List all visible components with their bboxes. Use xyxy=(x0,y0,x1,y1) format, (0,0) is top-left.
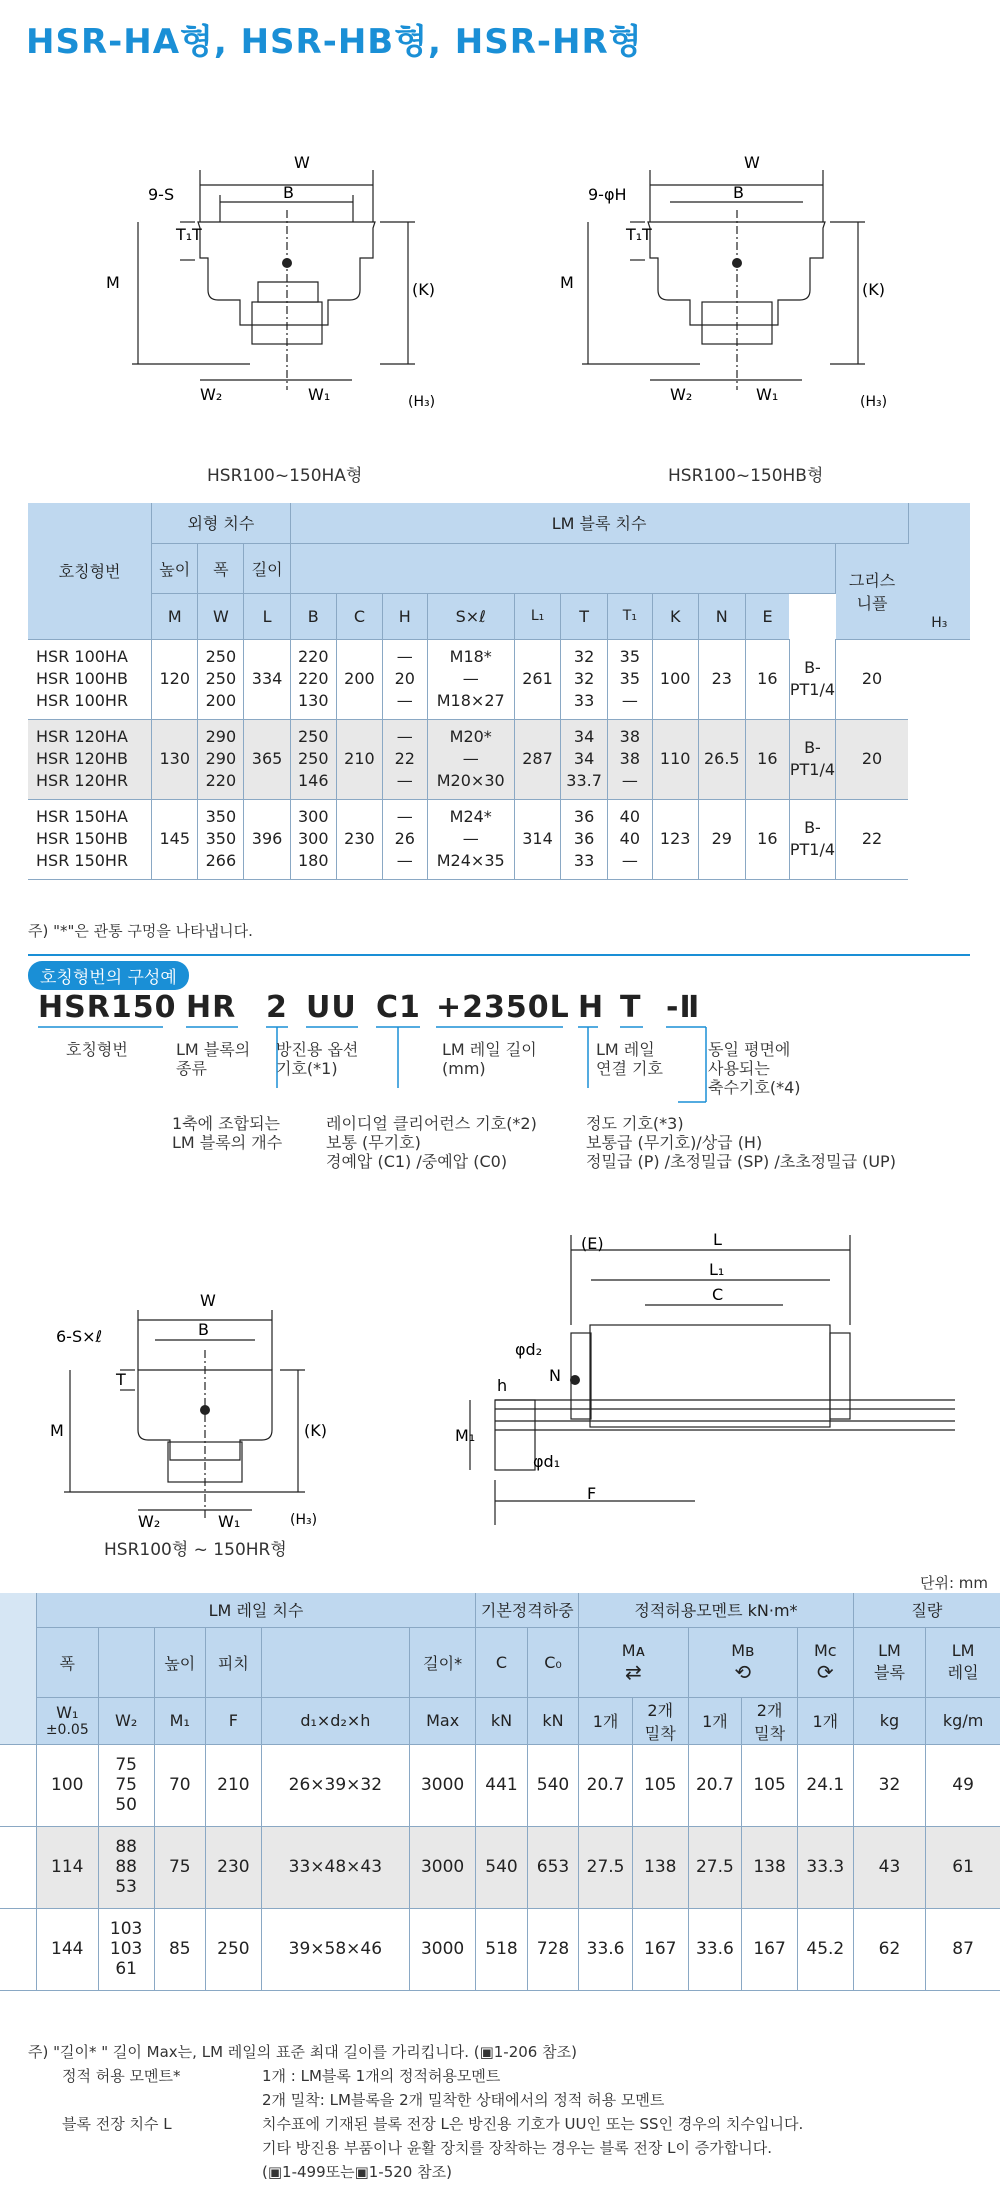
th-kgm: kg/m xyxy=(926,1697,1000,1744)
svg-text:φd₂: φd₂ xyxy=(515,1340,543,1359)
th-pitch: 피치 xyxy=(206,1627,262,1697)
th-width: 폭 xyxy=(36,1627,98,1697)
th-grease: 그리스 니플 xyxy=(836,543,909,639)
th-H: H xyxy=(383,593,428,639)
svg-text:T₁: T₁ xyxy=(626,225,643,244)
th-MA: Mᴀ ⇄ xyxy=(579,1627,688,1697)
th-basic: 기본정격하중 xyxy=(476,1593,579,1627)
th-dims: d₁×d₂×h xyxy=(261,1697,409,1744)
svg-text:(H₃): (H₃) xyxy=(408,394,436,410)
th-MC: Mᴄ ⟳ xyxy=(797,1627,853,1697)
th-MA-two: 2개 밀착 xyxy=(632,1697,688,1744)
table-row: HSR 120HA HSR 120HB HSR 120HR 130 290 290 220 365 250 250 146 210 — 22 — M20* — M20×30 287 34 34 33.7 38 38 — 110 26.5 16 B-PT1/4 20 xyxy=(28,719,970,799)
svg-text:(H₃): (H₃) xyxy=(290,1512,318,1528)
ha-drawing xyxy=(90,140,460,410)
th-model: 호칭형번 xyxy=(28,503,152,639)
th-E: E xyxy=(745,593,789,639)
svg-text:M: M xyxy=(106,273,120,292)
label-count: 1축에 조합되는 LM 블록의 개수 xyxy=(172,1114,283,1152)
th-lmrail: LM 레일 xyxy=(926,1627,1000,1697)
th-MB-two: 2개 밀착 xyxy=(742,1697,798,1744)
config-heading: 호칭형번의 구성예 xyxy=(28,961,189,990)
th-outer: 외형 치수 xyxy=(152,503,291,543)
label-blocktype: LM 블록의 종류 xyxy=(176,1040,251,1078)
th-N: N xyxy=(698,593,745,639)
table-row: 100 75 75 50 70 210 26×39×32 3000 441 540 20.7 105 20.7 105 24.1 32 49 xyxy=(0,1744,1000,1826)
th-max: Max xyxy=(410,1697,476,1744)
hb-drawing xyxy=(560,140,930,410)
label-accuracy: 정도 기호(*3) 보통급 (무기호)/상급 (H) 정밀급 (P) /초정밀급 (SP) /초초정밀급 (UP) xyxy=(586,1114,896,1171)
th-T: T xyxy=(561,593,608,639)
svg-text:N: N xyxy=(549,1366,561,1385)
th-L1: L₁ xyxy=(514,593,560,639)
svg-text:h: h xyxy=(497,1376,508,1395)
th-MB-one: 1개 xyxy=(688,1697,742,1744)
th-W2: W₂ xyxy=(98,1697,154,1744)
svg-text:T: T xyxy=(116,1370,126,1389)
svg-text:(E): (E) xyxy=(581,1234,604,1253)
caption-hb: HSR100~150HB형 xyxy=(668,466,824,486)
th-height: 높이 xyxy=(154,1627,206,1697)
th-B: B xyxy=(290,593,336,639)
caption-hr: HSR100형 ~ 150HR형 xyxy=(104,1540,287,1560)
code-part: +2350L xyxy=(436,990,570,1025)
note-length: 주) "길이* " 길이 Max는, LM 레일의 표준 최대 길이를 가리킵니다. (▣1-206 참조) xyxy=(28,2043,577,2061)
code-part: HSR150 xyxy=(38,990,177,1025)
svg-text:9-S: 9-S xyxy=(148,185,175,204)
note-moment-1: 1개 : LM블록 1개의 정적허용모멘트 xyxy=(262,2067,501,2085)
note-moment-key: 정적 허용 모멘트* xyxy=(62,2067,181,2085)
caption-ha: HSR100~150HA형 xyxy=(207,466,363,486)
label-railjoin: LM 레일 연결 기호 xyxy=(596,1040,663,1078)
th-K: K xyxy=(652,593,698,639)
svg-text:φd₁: φd₁ xyxy=(533,1452,561,1471)
svg-text:C: C xyxy=(712,1285,724,1304)
svg-text:W: W xyxy=(744,153,760,172)
code-part: H xyxy=(578,990,605,1025)
dimension-table-1 xyxy=(28,503,970,880)
svg-text:B: B xyxy=(283,183,294,202)
th-C0: C₀ xyxy=(527,1627,579,1697)
note-length-key: 블록 전장 치수 L xyxy=(62,2115,172,2133)
code-part: 2 xyxy=(266,990,288,1025)
note-moment-2: 2개 밀착: LM블록을 2개 밀착한 상태에서의 정적 허용 모멘트 xyxy=(262,2091,665,2109)
page-title: HSR-HA형, HSR-HB형, HSR-HR형 xyxy=(26,22,643,62)
th-width: 폭 xyxy=(198,543,244,593)
svg-text:M: M xyxy=(50,1421,64,1440)
code-part: -Ⅱ xyxy=(666,990,701,1025)
th-kg: kg xyxy=(853,1697,926,1744)
svg-text:W₁: W₁ xyxy=(308,385,331,404)
dimension-table-2 xyxy=(0,1593,1000,1991)
th-length: 길이* xyxy=(410,1627,476,1697)
svg-text:W₁: W₁ xyxy=(756,385,779,404)
code-part: T xyxy=(620,990,642,1025)
svg-text:(K): (K) xyxy=(862,280,885,299)
th-kN: kN xyxy=(476,1697,528,1744)
svg-text:9-φH: 9-φH xyxy=(588,185,627,204)
th-h3: H₃ xyxy=(908,503,970,639)
svg-text:W: W xyxy=(294,153,310,172)
svg-text:M₁: M₁ xyxy=(455,1426,476,1445)
label-model: 호칭형번 xyxy=(66,1040,128,1059)
svg-text:B: B xyxy=(733,183,744,202)
table-row: 114 88 88 53 75 230 33×48×43 3000 540 653 27.5 138 27.5 138 33.3 43 61 xyxy=(0,1826,1000,1908)
th-lmblock: LM 블록 xyxy=(853,1627,926,1697)
th-rail: LM 레일 치수 xyxy=(36,1593,475,1627)
svg-text:6-S×ℓ: 6-S×ℓ xyxy=(56,1327,103,1346)
th-SxL: S×ℓ xyxy=(427,593,514,639)
th-T1: T₁ xyxy=(608,593,653,639)
label-clearance: 레이디얼 클리어런스 기호(*2) 보통 (무기호) 경예압 (C1) /중예압 (C0) xyxy=(326,1114,537,1171)
svg-text:F: F xyxy=(587,1484,597,1503)
th-MC-one: 1개 xyxy=(797,1697,853,1744)
th-length: 길이 xyxy=(244,543,290,593)
th-mass: 질량 xyxy=(853,1593,1000,1627)
note-length-3: (▣1-499또는▣1-520 참조) xyxy=(262,2163,452,2181)
th-C: C xyxy=(476,1627,528,1697)
th-L: L xyxy=(244,593,290,639)
side-drawing xyxy=(455,1205,975,1503)
code-part: C1 xyxy=(376,990,421,1025)
code-part: UU xyxy=(306,990,357,1025)
table-row: HSR 150HA HSR 150HB HSR 150HR 145 350 350 266 396 300 300 180 230 — 26 — M24* — M24×35 314 36 36 33 40 40 — 123 29 16 B-PT1/4 22 xyxy=(28,799,970,879)
th-lmblock: LM 블록 치수 xyxy=(290,503,908,543)
th-W1: W₁ ±0.05 xyxy=(36,1697,98,1744)
label-axis: 동일 평면에 사용되는 축수기호(*4) xyxy=(708,1040,801,1097)
th-F: F xyxy=(206,1697,262,1744)
hr-drawing xyxy=(40,1270,370,1531)
svg-text:(K): (K) xyxy=(304,1421,327,1440)
svg-text:(H₃): (H₃) xyxy=(860,394,888,410)
th-M: M xyxy=(152,593,198,639)
svg-text:L₁: L₁ xyxy=(709,1260,725,1279)
th-moment: 정적허용모멘트 kN·m* xyxy=(579,1593,853,1627)
th-W: W xyxy=(198,593,244,639)
table-row: HSR 100HA HSR 100HB HSR 100HR 120 250 250 200 334 220 220 130 200 — 20 — M18* — M18×27 261 32 32 33 35 35 — 100 23 16 B-PT1/4 20 xyxy=(28,639,970,719)
svg-text:W₂: W₂ xyxy=(138,1512,161,1531)
section-divider xyxy=(28,954,970,956)
th-kN2: kN xyxy=(527,1697,579,1744)
table-row: 144 103 103 61 85 250 39×58×46 3000 518 728 33.6 167 33.6 167 45.2 62 87 xyxy=(0,1908,1000,1990)
note-length-2: 기타 방진용 부품이나 윤활 장치를 장착하는 경우는 블록 전장 L이 증가합니다. xyxy=(262,2139,772,2157)
svg-text:T: T xyxy=(192,225,202,244)
label-raillen: LM 레일 길이 (mm) xyxy=(442,1040,537,1078)
th-MA-one: 1개 xyxy=(579,1697,633,1744)
code-part: HR xyxy=(186,990,237,1025)
svg-text:W₂: W₂ xyxy=(200,385,223,404)
th-M1: M₁ xyxy=(154,1697,206,1744)
th-C: C xyxy=(336,593,382,639)
svg-text:L: L xyxy=(713,1230,722,1249)
th-MB: Mʙ ⟲ xyxy=(688,1627,797,1697)
svg-text:(K): (K) xyxy=(412,280,435,299)
svg-text:W: W xyxy=(200,1291,216,1310)
svg-text:T₁: T₁ xyxy=(176,225,193,244)
svg-text:T: T xyxy=(642,225,652,244)
unit-label: 단위: mm xyxy=(920,1574,989,1592)
svg-text:M: M xyxy=(560,273,574,292)
label-seal: 방진용 옵션 기호(*1) xyxy=(276,1040,359,1078)
note-length-1: 치수표에 기재된 블록 전장 L은 방진용 기호가 UU인 또는 SS인 경우의 치수입니다. xyxy=(262,2115,804,2133)
th-height: 높이 xyxy=(152,543,198,593)
table1-note: 주) "*"은 관통 구멍을 나타냅니다. xyxy=(28,922,253,940)
svg-text:B: B xyxy=(198,1320,209,1339)
svg-text:W₂: W₂ xyxy=(670,385,693,404)
svg-text:W₁: W₁ xyxy=(218,1512,241,1531)
